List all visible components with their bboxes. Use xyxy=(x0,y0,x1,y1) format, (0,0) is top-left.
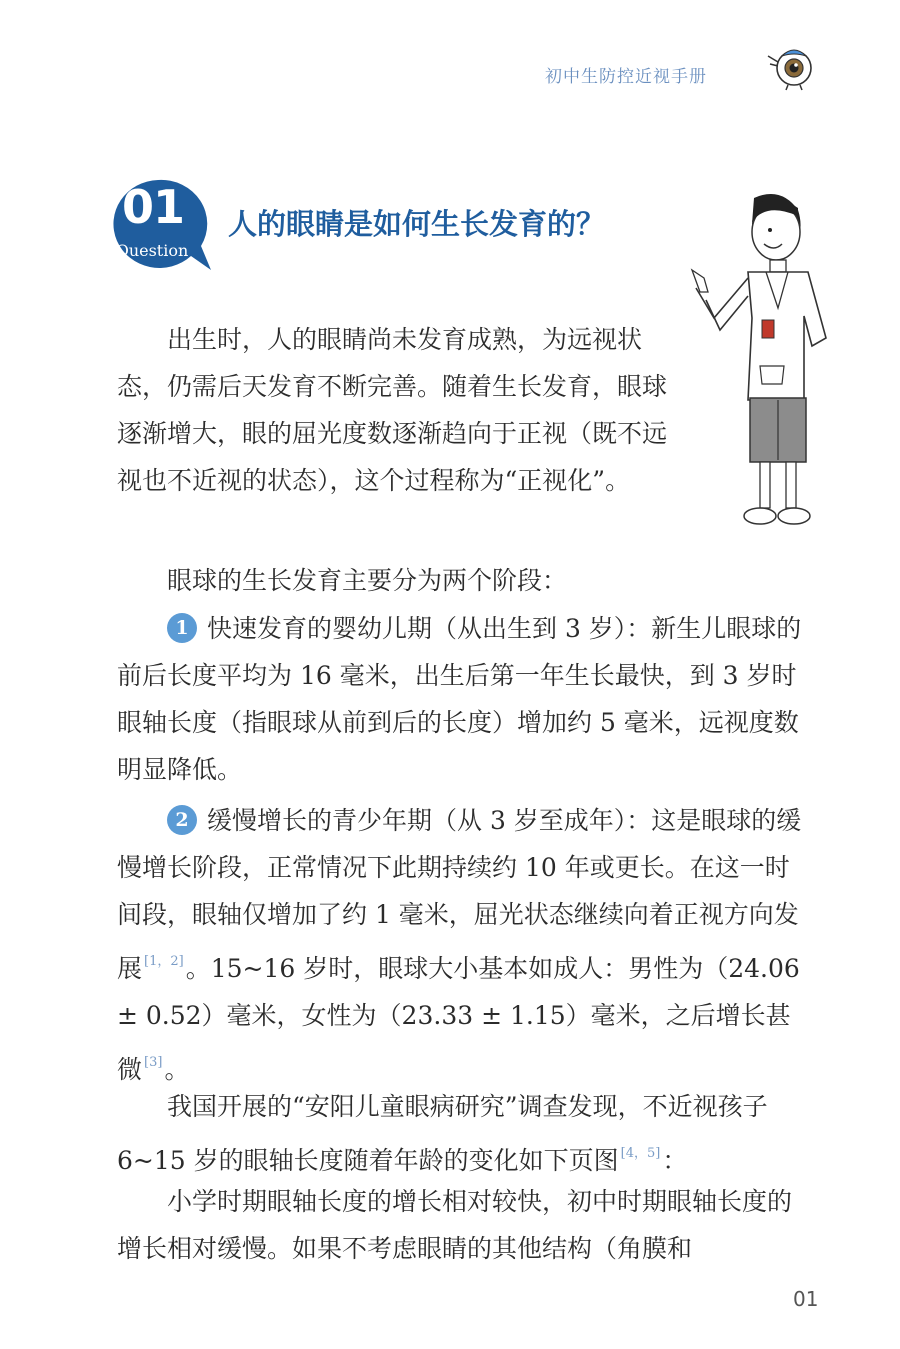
doctor-illustration xyxy=(686,188,846,533)
citation-ref: [4，5] xyxy=(620,1146,661,1161)
stage1-text: 快速发育的婴幼儿期（从出生到 3 岁）：新生儿眼球的前后长度平均为 16 毫米，出生后第一年生长最快，到 3 岁时眼轴长度（指眼球从前到后的长度）增加约 5 毫米，远视度数明显降低。 xyxy=(117,614,802,784)
intro-paragraph: 出生时，人的眼睛尚未发育成熟，为远视状态，仍需后天发育不断完善。随着生长发育，眼球逐渐增大，眼的屈光度数逐渐趋向于正视（既不远视也不近视的状态），这个过程称为“正视化”。 xyxy=(117,325,668,495)
page-number: 01 xyxy=(793,1287,819,1311)
stages-intro-paragraph: 眼球的生长发育主要分为两个阶段： xyxy=(167,566,568,595)
stage2-text-c: 。 xyxy=(164,1055,190,1084)
anyang-text-a: 我国开展的“安阳儿童眼病研究”调查发现，不近视孩子 6~15 岁的眼轴长度随着年龄的变化如下页图 xyxy=(117,1092,768,1175)
running-header: 初中生防控近视手册 xyxy=(545,67,707,87)
stage2-text-a: 缓慢增长的青少年期（从 3 岁至成年）：这是眼球的缓慢增长阶段，正常情况下此期持续约 10 年或更长。在这一时间段，眼轴仅增加了约 1 毫米，屈光状态继续向着正视方向发展 xyxy=(117,806,802,983)
number-circle-2: 2 xyxy=(167,805,197,835)
anyang-paragraph xyxy=(117,1083,809,1184)
stage2-text-b: 。15~16 岁时，眼球大小基本如成人：男性为（24.06 ± 0.52）毫米，女性为（23.33 ± 1.15）毫米，之后增长甚微 xyxy=(117,954,800,1084)
anyang-text-b: ： xyxy=(662,1146,688,1175)
primary-school-paragraph: 小学时期眼轴长度的增长相对较快，初中时期眼轴长度的增长相对缓慢。如果不考虑眼睛的其他结构（角膜和 xyxy=(117,1187,793,1263)
stage1-paragraph xyxy=(117,605,809,793)
stage2-paragraph xyxy=(117,797,809,1093)
question-number: 01 xyxy=(121,180,184,234)
question-title: 人的眼睛是如何生长发育的？ xyxy=(228,207,606,241)
eyeball-mascot-icon xyxy=(764,42,814,92)
question-label: Question xyxy=(115,241,189,260)
citation-ref: [3] xyxy=(144,1055,163,1070)
citation-ref: [1，2] xyxy=(144,954,184,969)
number-circle-1: 1 xyxy=(167,613,197,643)
